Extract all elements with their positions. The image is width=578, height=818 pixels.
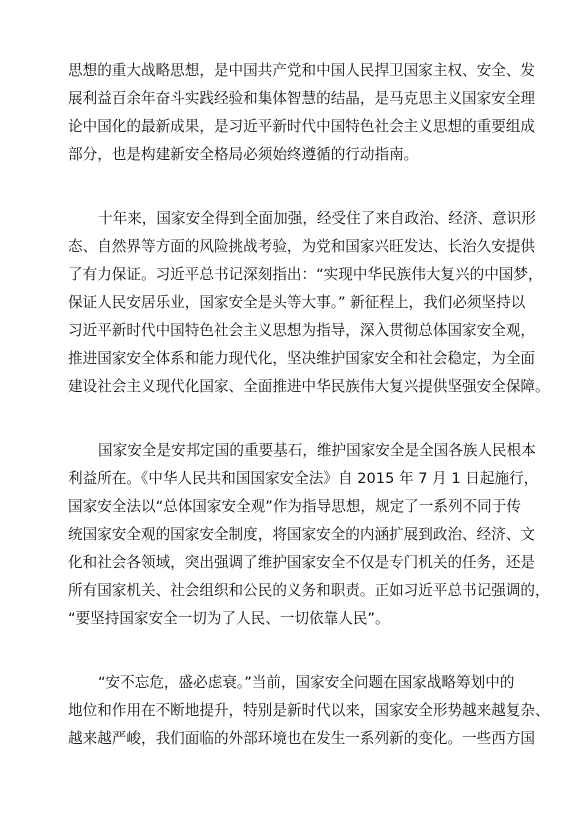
- paragraph-1-line-1: 思想的重大战略思想，是中国共产党和中国人民捍卫国家主权、安全、发: [68, 62, 536, 79]
- paragraph-2-line-3: 了有力保证。习近平总书记深刻指出：“实现中华民族伟大复兴的中国梦，: [68, 266, 543, 283]
- paragraph-1-line-3: 论中国化的最新成果，是习近平新时代中国特色社会主义思想的重要组成: [68, 118, 536, 135]
- paragraph-2-line-5: 习近平新时代中国特色社会主义思想为指导，深入贯彻总体国家安全观，: [68, 322, 536, 339]
- paragraph-3-line-7: “要坚持国家安全一切为了人民、一切依靠人民”。: [68, 610, 390, 627]
- paragraph-2-line-7: 建设社会主义现代化国家、全面推进中华民族伟大复兴提供坚强安全保障。: [68, 378, 550, 395]
- paragraph-1-line-2: 展利益百余年奋斗实践经验和集体智慧的结晶，是马克思主义国家安全理: [68, 90, 536, 107]
- paragraph-1-line-4: 部分，也是构建新安全格局必须始终遵循的行动指南。: [68, 146, 419, 163]
- paragraph-3-line-3: 国家安全法以“总体国家安全观”作为指导思想，规定了一系列不同于传: [68, 498, 521, 515]
- paragraph-3-line-2: 利益所在。《中华人民共和国国家安全法》自 2015 年 7 月 1 日起施行，: [68, 470, 539, 487]
- paragraph-2-line-1: 十年来，国家安全得到全面加强，经受住了来自政治、经济、意识形: [98, 210, 536, 227]
- paragraph-2-line-6: 推进国家安全体系和能力现代化，坚决维护国家安全和社会稳定，为全面: [68, 350, 536, 367]
- paragraph-2-line-4: 保证人民安居乐业，国家安全是头等大事。” 新征程上，我们必须坚持以: [68, 294, 526, 311]
- paragraph-3-line-6: 所有国家机关、社会组织和公民的义务和职责。正如习近平总书记强调的，: [68, 582, 550, 599]
- paragraph-4-line-3: 越来越严峻，我们面临的外部环境也在发生一系列新的变化。一些西方国: [68, 730, 536, 747]
- paragraph-4-line-2: 地位和作用在不断地提升，特别是新时代以来，国家安全形势越来越复杂、: [68, 702, 550, 719]
- paragraph-4-line-1: “安不忘危，盛必虑衰。”当前，国家安全问题在国家战略筹划中的: [98, 674, 515, 691]
- paragraph-3-line-1: 国家安全是安邦定国的重要基石，维护国家安全是全国各族人民根本: [98, 442, 536, 459]
- paragraph-3-line-4: 统国家安全观的国家安全制度，将国家安全的内涵扩展到政治、经济、文: [68, 526, 536, 543]
- paragraph-3-line-5: 化和社会各领域，突出强调了维护国家安全不仅是专门机关的任务，还是: [68, 554, 536, 571]
- paragraph-2-line-2: 态、自然界等方面的风险挑战考验，为党和国家兴旺发达、长治久安提供: [68, 238, 536, 255]
